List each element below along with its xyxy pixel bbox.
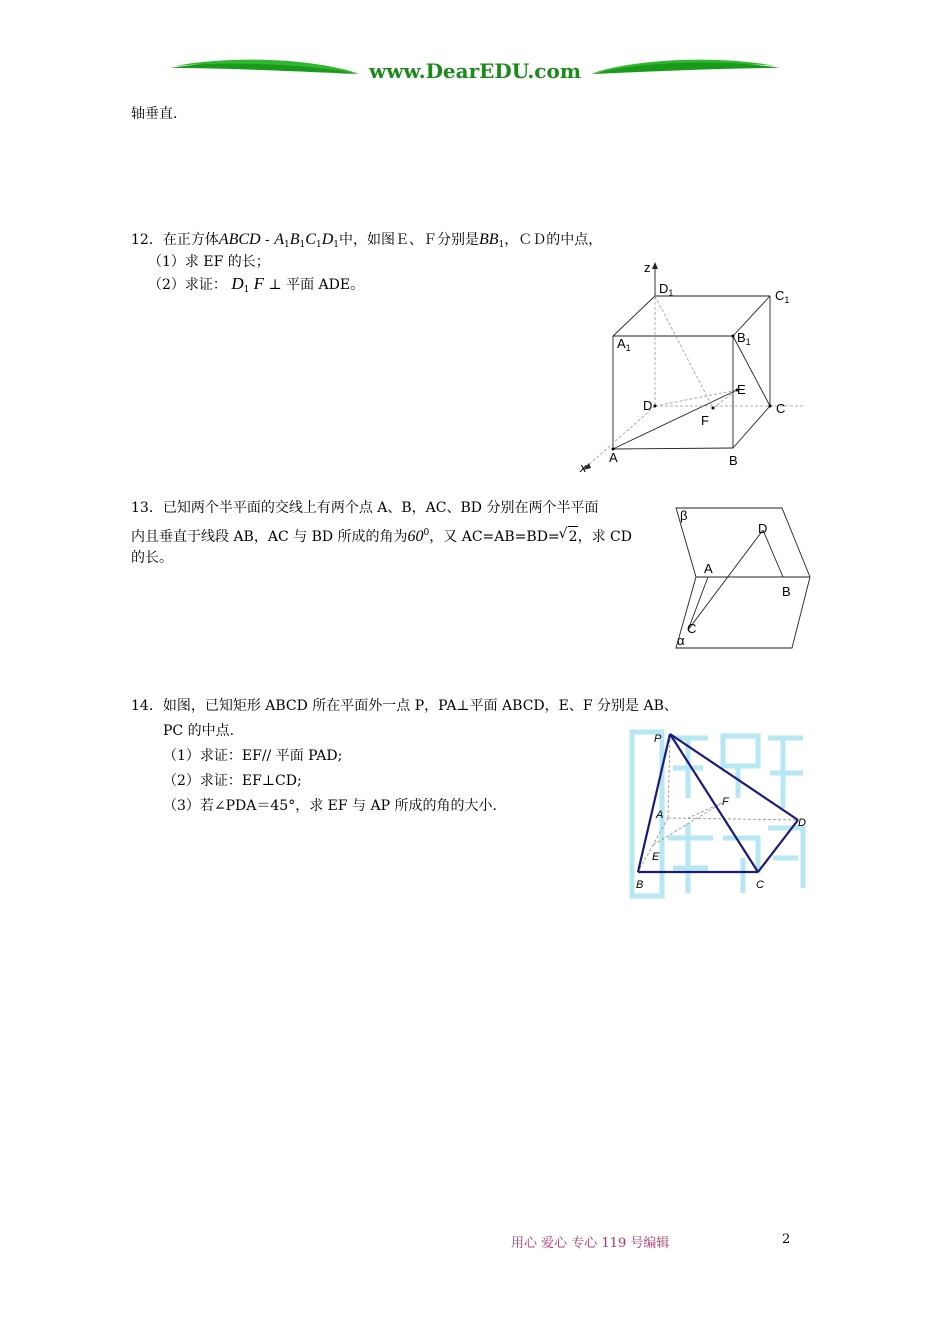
- q12-d1f-f: F: [249, 274, 265, 293]
- page-number: 2: [782, 1232, 791, 1247]
- label-b: B: [636, 879, 644, 891]
- label-beta: β: [680, 508, 688, 523]
- q12-prefix: 12．在正方体: [131, 232, 219, 248]
- q14-line2: PC 的中点.: [163, 723, 235, 739]
- label-x: x: [580, 460, 587, 475]
- label-e: E: [652, 851, 660, 863]
- label-a: A: [609, 450, 618, 465]
- sqrt-icon: √: [558, 526, 568, 542]
- q12-bb: BB: [478, 231, 499, 248]
- q13-line2: [131, 523, 632, 547]
- header-banner: [170, 52, 780, 90]
- q12-a: A: [274, 231, 285, 248]
- q13-line3: 的长。: [131, 550, 173, 566]
- dihedral-svg: [670, 500, 815, 655]
- footer-note: 用心 爱心 专心 119 号编辑: [511, 1236, 670, 1251]
- q12-d1f-d: D: [231, 274, 244, 293]
- label-f: F: [722, 796, 729, 808]
- pyramid-svg: [628, 728, 813, 900]
- q12-part2-suffix: ⊥ 平面 ADE。: [268, 277, 365, 293]
- label-alpha: α: [677, 633, 685, 648]
- q12-part2-prefix: （2）求证：: [148, 277, 227, 293]
- q14-part3: （3）若∠PDA＝45°，求 EF 与 AP 所成的角的大小.: [163, 798, 497, 814]
- q14-part1: （1）求证：EF// 平面 PAD;: [163, 748, 343, 764]
- label-c1: $C_1$: [775, 288, 790, 305]
- q13-line2a: 内且垂直于线段 AB，AC 与 BD 所成的角为: [131, 529, 408, 545]
- q12-cube-abcd: ABCD: [218, 231, 261, 248]
- label-a: A: [704, 561, 713, 576]
- label-b: B: [782, 584, 791, 599]
- label-c: C: [776, 401, 786, 416]
- q12-mid1: 中，如图Ｅ、Ｆ分别是: [338, 232, 479, 248]
- q13-root: 2: [568, 529, 578, 545]
- pyramid-figure: [628, 728, 813, 900]
- label-z: z: [644, 260, 651, 275]
- cube-svg: [575, 258, 815, 478]
- q14-part2: （2）求证：EF⊥CD;: [163, 773, 302, 789]
- q13-sqrt: [558, 526, 578, 547]
- q12-c: C: [305, 231, 316, 248]
- label-f: F: [701, 413, 709, 428]
- q13-degree: 0: [423, 528, 430, 538]
- q12-sub: 1: [284, 240, 290, 250]
- q12-dash: -: [260, 232, 275, 248]
- label-c: C: [687, 621, 697, 636]
- q13-line2b: ，又 AC=AB=BD=: [429, 529, 560, 545]
- label-c: C: [756, 879, 764, 891]
- q13-line1: 13．已知两个半平面的交线上有两个点 A、B，AC、BD 分别在两个半平面: [131, 500, 599, 516]
- q12-d: D: [321, 231, 334, 248]
- continuation-text: 轴垂直.: [131, 106, 178, 122]
- dihedral-figure: [670, 500, 815, 655]
- label-a: A: [656, 809, 664, 821]
- banner-swoosh: [170, 52, 780, 90]
- q12-part1: （1）求 EF 的长；: [148, 254, 270, 270]
- q12-part2: [148, 274, 364, 300]
- label-b1: $B_1$: [737, 330, 751, 347]
- q12-sub: 1: [243, 285, 250, 295]
- q12-mid2: ，ＣＤ的中点，: [504, 232, 603, 248]
- q12-b: B: [289, 231, 300, 248]
- q12-sub: 1: [315, 240, 322, 250]
- site-name: www.DearEDU.com: [368, 59, 582, 83]
- label-e: E: [737, 382, 746, 397]
- q13-line2c: ，求 CD: [577, 529, 632, 545]
- label-d: D: [758, 521, 768, 536]
- q12-sub: 1: [299, 240, 306, 250]
- q12-sub: 1: [498, 240, 505, 250]
- label-d1: $D_1$: [659, 281, 674, 298]
- label-d: D: [643, 398, 653, 413]
- label-p: P: [654, 733, 662, 745]
- q12-sub: 1: [333, 240, 339, 250]
- label-b: B: [729, 453, 738, 468]
- q13-angle: 60: [407, 528, 424, 545]
- label-d: D: [798, 817, 806, 829]
- cube-figure: [575, 258, 815, 478]
- q14-line1: 14．如图，已知矩形 ABCD 所在平面外一点 P，PA⊥平面 ABCD，E、F 分别是 AB、: [131, 698, 678, 714]
- label-a1: $A_1$: [617, 336, 631, 353]
